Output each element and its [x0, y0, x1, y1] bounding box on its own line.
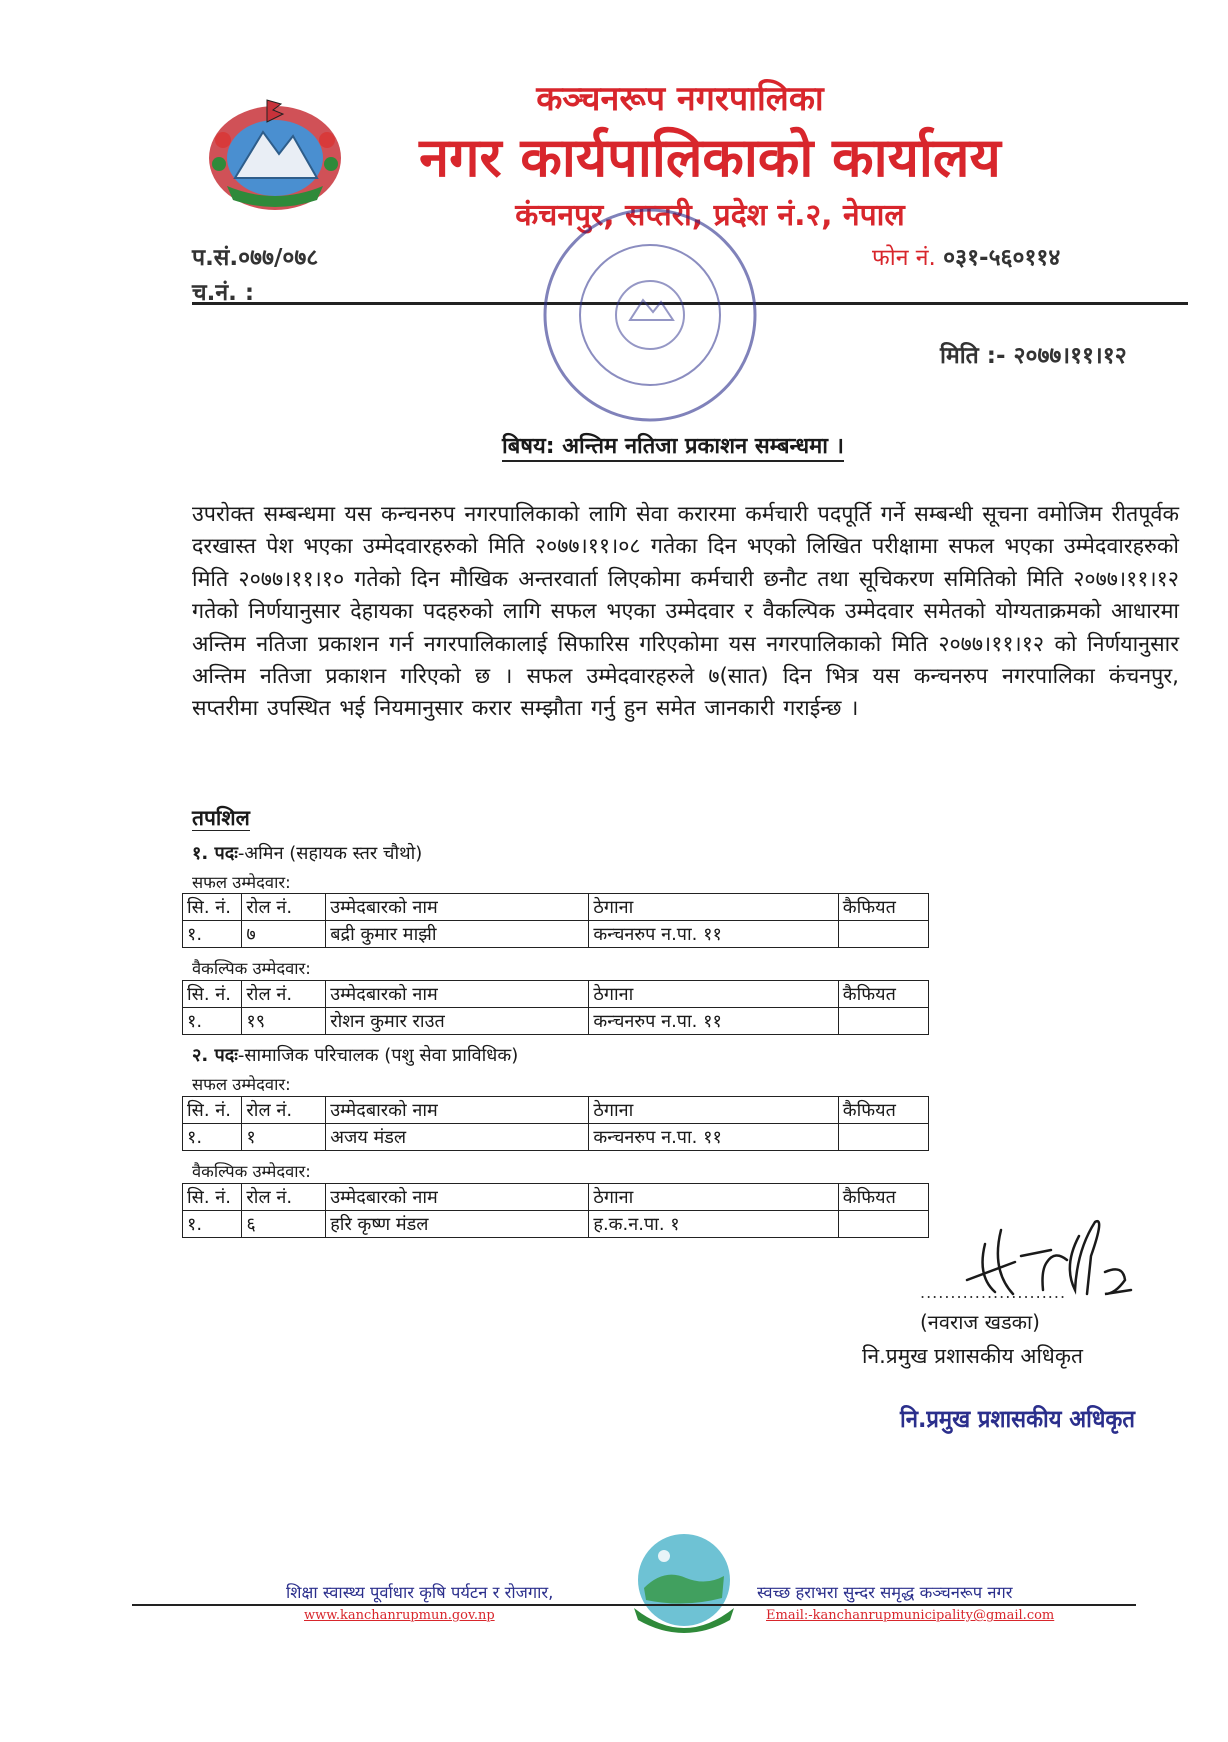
- dispatch-number: च.नं. :: [192, 280, 255, 306]
- phone-label: फोन नं.: [872, 245, 936, 271]
- header-address: ठेगाना: [589, 981, 838, 1008]
- signatory-title: नि.प्रमुख प्रशासकीय अधिकृत: [862, 1344, 1083, 1368]
- cell-sn: १.: [183, 1008, 242, 1035]
- table-row: [183, 1008, 929, 1035]
- signature-line: ........................: [920, 1283, 1067, 1302]
- cell-remarks: [838, 1124, 928, 1151]
- post-2-name: -सामाजिक परिचालक (पशु सेवा प्राविधिक): [237, 1045, 519, 1066]
- cell-name: हरि कृष्ण मंडल: [326, 1211, 589, 1238]
- post-1-name: -अमिन (सहायक स्तर चौथो): [237, 843, 423, 864]
- table-header-row: [183, 981, 929, 1008]
- post-2-alternate-label: वैकल्पिक उम्मेदवार:: [192, 1162, 311, 1181]
- cell-roll: ६: [242, 1211, 326, 1238]
- cell-name: बद्री कुमार माझी: [326, 921, 589, 948]
- cell-name: अजय मंडल: [326, 1124, 589, 1151]
- phone-number: ०३१-५६०११४: [943, 245, 1061, 271]
- footer-email-link[interactable]: Email:-kanchanrupmunicipality@gmail.com: [766, 1608, 1055, 1623]
- header-address: ठेगाना: [589, 894, 838, 921]
- body-paragraph: उपरोक्त सम्बन्धमा यस कन्चनरुप नगरपालिकाको लागि सेवा करारमा कर्मचारी पदपूर्ति गर्ने सम्बन्धी सूचना वमोजिम रीतपूर्वक दरखास्त पेश भएका उम्मेदवारहरुको मिति २०७७।११।०८ गतेका दिन भएको लिखित परीक्षामा सफल भएका उम्मेदवारहरुको मिति २०७७।११।१० गतेको दिन मौखिक अन्तरवार्ता लिएकोमा कर्मचारी छनौट तथा सूचिकरण समितिको मिति २०७७।११।१२ गतेको निर्णयानुसार देहायका पदहरुको लागि सफल भएका उम्मेदवार र वैकल्पिक उम्मेदवार समेतको योग्यताक्रमको आधारमा अन्तिम नतिजा प्रकाशन गर्न नगरपालिकालाई सिफारिस गरिएकोमा यस नगरपालिकाको मिति २०७७।११।१२ को निर्णयानुसार अन्तिम नतिजा प्रकाशन गरिएको छ । सफल उम्मेदवारहरुले ७(सात) दिन भित्र यस कन्चनरुप नगरपालिका कंचनपुर, सप्तरीमा उपस्थित भई नियमानुसार करार सम्झौता गर्नु हुन समेत जानकारी गराईन्छ ।: [192, 502, 1179, 722]
- header-roll: रोल नं.: [242, 894, 326, 921]
- post-2-number: २. पदः: [192, 1045, 238, 1066]
- header-sn: सि. नं.: [183, 894, 242, 921]
- post-2-title: [192, 1043, 518, 1067]
- subject-line: [190, 430, 1156, 460]
- cell-address: ह.क.न.पा. १: [589, 1211, 838, 1238]
- reference-number: प.सं.०७७/०७८: [192, 245, 319, 271]
- table-row: [183, 1211, 929, 1238]
- header-address: ठेगाना: [589, 1184, 838, 1211]
- municipality-footer-logo-icon: [624, 1528, 744, 1638]
- header-remarks: कैफियत: [838, 894, 928, 921]
- cell-address: कन्चनरुप न.पा. ११: [589, 1124, 838, 1151]
- designation-stamp: नि.प्रमुख प्रशासकीय अधिकृत: [900, 1405, 1135, 1433]
- header-name: उम्मेदबारको नाम: [326, 1184, 589, 1211]
- header-sn: सि. नं.: [183, 1097, 242, 1124]
- header-sn: सि. नं.: [183, 1184, 242, 1211]
- header-remarks: कैफियत: [838, 1097, 928, 1124]
- header-remarks: कैफियत: [838, 1184, 928, 1211]
- table-row: [183, 1124, 929, 1151]
- cell-roll: १: [242, 1124, 326, 1151]
- header-name: उम्मेदबारको नाम: [326, 1097, 589, 1124]
- cell-address: कन्चनरुप न.पा. ११: [589, 921, 838, 948]
- header-roll: रोल नं.: [242, 1184, 326, 1211]
- table-header-row: [183, 894, 929, 921]
- cell-roll: ७: [242, 921, 326, 948]
- table-header-row: [183, 1097, 929, 1124]
- post-1-number: १. पदः: [192, 843, 238, 864]
- header-remarks: कैफियत: [838, 981, 928, 1008]
- footer-website-link[interactable]: www.kanchanrupmun.gov.np: [304, 1608, 495, 1623]
- cell-address: कन्चनरुप न.पा. ११: [589, 1008, 838, 1035]
- table-header-row: [183, 1184, 929, 1211]
- header-address: ठेगाना: [589, 1097, 838, 1124]
- cell-name: रोशन कुमार राउत: [326, 1008, 589, 1035]
- cell-remarks: [838, 1211, 928, 1238]
- office-address: कंचनपुर, सप्तरी, प्रदेश नं.२, नेपाल: [515, 198, 905, 233]
- cell-sn: १.: [183, 1211, 242, 1238]
- cell-sn: १.: [183, 1124, 242, 1151]
- post-2-successful-label: सफल उम्मेदवार:: [192, 1075, 291, 1094]
- nepal-emblem-icon: [205, 96, 345, 214]
- phone: [872, 240, 1060, 272]
- post-2-successful-table: [182, 1096, 929, 1151]
- cell-sn: १.: [183, 921, 242, 948]
- cell-remarks: [838, 921, 928, 948]
- post-2-alternate-table: [182, 1183, 929, 1238]
- date: मिति :- २०७७।११।१२: [940, 343, 1127, 369]
- footer-divider: [132, 1604, 1136, 1606]
- subject-text: बिषय: अन्तिम नतिजा प्रकाशन सम्बन्धमा ।: [502, 434, 844, 462]
- cell-roll: १९: [242, 1008, 326, 1035]
- header-roll: रोल नं.: [242, 981, 326, 1008]
- header-roll: रोल नं.: [242, 1097, 326, 1124]
- post-1-successful-label: सफल उम्मेदवार:: [192, 873, 291, 892]
- cell-remarks: [838, 1008, 928, 1035]
- details-heading: [192, 804, 250, 832]
- signatory-name: (नवराज खडका): [920, 1310, 1040, 1334]
- post-1-alternate-table: [182, 980, 929, 1035]
- office-stamp-icon: [535, 200, 765, 430]
- details-heading-text: तपशिल: [192, 806, 250, 830]
- municipality-name: कञ्चनरूप नगरपालिका: [536, 79, 824, 119]
- header-name: उम्मेदबारको नाम: [326, 894, 589, 921]
- post-1-title: [192, 841, 422, 865]
- office-name: नगर कार्यपालिकाको कार्यालय: [419, 126, 1001, 189]
- header-name: उम्मेदबारको नाम: [326, 981, 589, 1008]
- footer-slogan-right: स्वच्छ हराभरा सुन्दर समृद्ध कञ्चनरूप नगर: [757, 1583, 1013, 1602]
- header-sn: सि. नं.: [183, 981, 242, 1008]
- post-1-alternate-label: वैकल्पिक उम्मेदवार:: [192, 959, 311, 978]
- table-row: [183, 921, 929, 948]
- footer-slogan-left: शिक्षा स्वास्थ्य पूर्वाधार कृषि पर्यटन र रोजगार,: [286, 1583, 554, 1602]
- post-1-successful-table: [182, 893, 929, 948]
